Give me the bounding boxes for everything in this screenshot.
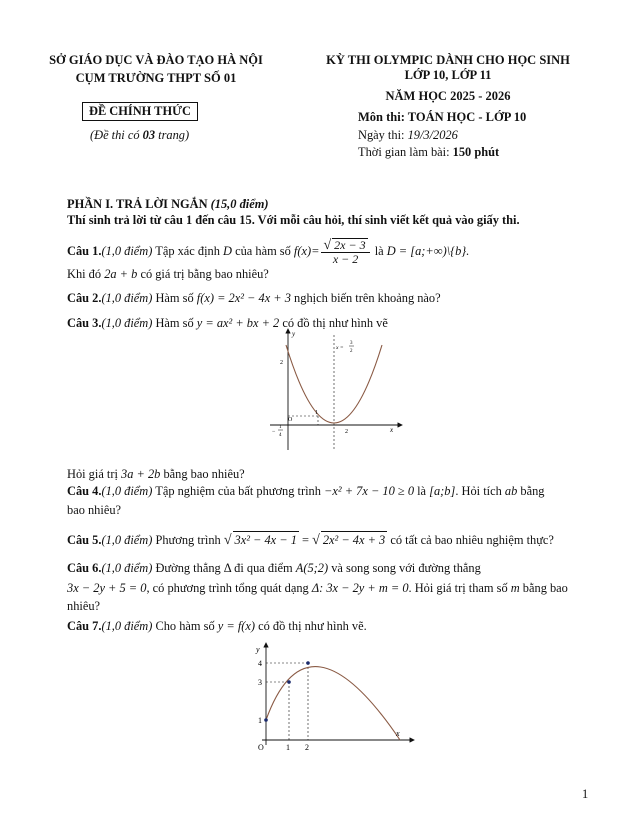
page-count-note: (Đề thi có 03 trang): [90, 128, 190, 142]
official-exam-label: ĐỀ CHÍNH THỨC: [82, 102, 198, 121]
question-3: Câu 3.(1,0 điểm) Hàm số y = ax² + bx + 2 có đồ thị như hình vẽ: [67, 316, 388, 330]
x-label: x: [396, 729, 400, 738]
tick-x2: 2: [345, 429, 348, 435]
tick-1: 1: [315, 410, 318, 416]
exam-title: KỲ THI OLYMPIC DÀNH CHO HỌC SINH: [326, 53, 570, 67]
origin-label: O: [258, 743, 264, 752]
x-label: x: [390, 426, 394, 434]
question-6: Câu 6.(1,0 điểm) Đường thẳng Δ đi qua điểm A(5;2) và song song với đường thẳng: [67, 561, 481, 575]
exam-date: Ngày thi: 19/3/2026: [358, 128, 458, 142]
point-1-3: [287, 680, 291, 684]
neg-num: 1: [279, 425, 282, 430]
question-4-line2: bao nhiêu?: [67, 503, 122, 517]
question-5: Câu 5.(1,0 điểm) Phương trình √ 3x² − 4x − 1 = √ 2x² − 4x + 3 có tất cả bao nhiêu nghiệm thực?: [67, 533, 554, 548]
tick-2: 2: [280, 360, 283, 366]
y-label: y: [292, 330, 296, 338]
point-2-4: [306, 661, 310, 665]
parabola-graph: [266, 325, 406, 451]
subject: Môn thi: TOÁN HỌC - LỚP 10: [358, 110, 527, 124]
tick-y4: 4: [258, 659, 262, 668]
school-year: NĂM HỌC 2025 - 2026: [385, 89, 511, 103]
y-label: y: [256, 645, 260, 654]
question-4: Câu 4.(1,0 điểm) Tập nghiệm của bất phương trình −x² + 7x − 10 ≥ 0 là [a;b]. Hỏi tích ab bằng: [67, 484, 545, 498]
function-graph: [248, 637, 418, 755]
question-1: Câu 1.(1,0 điểm) Tập xác định D của hàm số f(x)= $\frac{√ 2x - 3}{x - 2}$ là D = [a;+∞)\{b}.: [67, 238, 470, 266]
department-name: SỞ GIÁO DỤC VÀ ĐÀO TẠO HÀ NỘI: [49, 53, 263, 67]
tick-x2: 2: [305, 743, 309, 752]
question-1-line2: Khi đó 2a + b có giá trị bằng bao nhiêu?: [67, 267, 269, 281]
axis-num: 3: [350, 341, 353, 346]
neg-sign: −: [272, 429, 276, 435]
question-2: Câu 2.(1,0 điểm) Hàm số f(x) = 2x² − 4x + 3 nghịch biến trên khoảng nào?: [67, 291, 441, 305]
time-allowed: Thời gian làm bài: 150 phút: [358, 145, 500, 159]
origin-label: O: [288, 417, 293, 423]
question-6-line2: 3x − 2y + 5 = 0, có phương trình tổng quát dạng Δ: 3x − 2y + m = 0. Hỏi giá trị tham số m bằng bao: [67, 581, 568, 595]
axis-label: x =: [336, 345, 344, 351]
function-curve: [266, 667, 400, 740]
point-0-1: [264, 718, 268, 722]
section-title: PHẦN I. TRẢ LỜI NGẮN (15,0 điểm): [67, 197, 269, 211]
axis-den: 2: [350, 349, 353, 354]
school-cluster: CỤM TRƯỜNG THPT SỐ 01: [75, 71, 237, 85]
tick-y3: 3: [258, 678, 262, 687]
question-6-line3: nhiêu?: [67, 599, 101, 613]
tick-x1: 1: [286, 743, 290, 752]
page-number: 1: [582, 787, 589, 801]
neg-den: 4: [279, 433, 282, 438]
tick-y1: 1: [258, 716, 262, 725]
section-instruction: Thí sinh trả lời từ câu 1 đến câu 15. Với mỗi câu hỏi, thí sinh viết kết quả vào giấy thi.: [67, 213, 520, 227]
question-3-ask: Hỏi giá trị 3a + 2b bằng bao nhiêu?: [67, 467, 245, 481]
grade-levels: LỚP 10, LỚP 11: [404, 68, 492, 82]
question-7: Câu 7.(1,0 điểm) Cho hàm số y = f(x) có đồ thị như hình vẽ.: [67, 619, 367, 633]
